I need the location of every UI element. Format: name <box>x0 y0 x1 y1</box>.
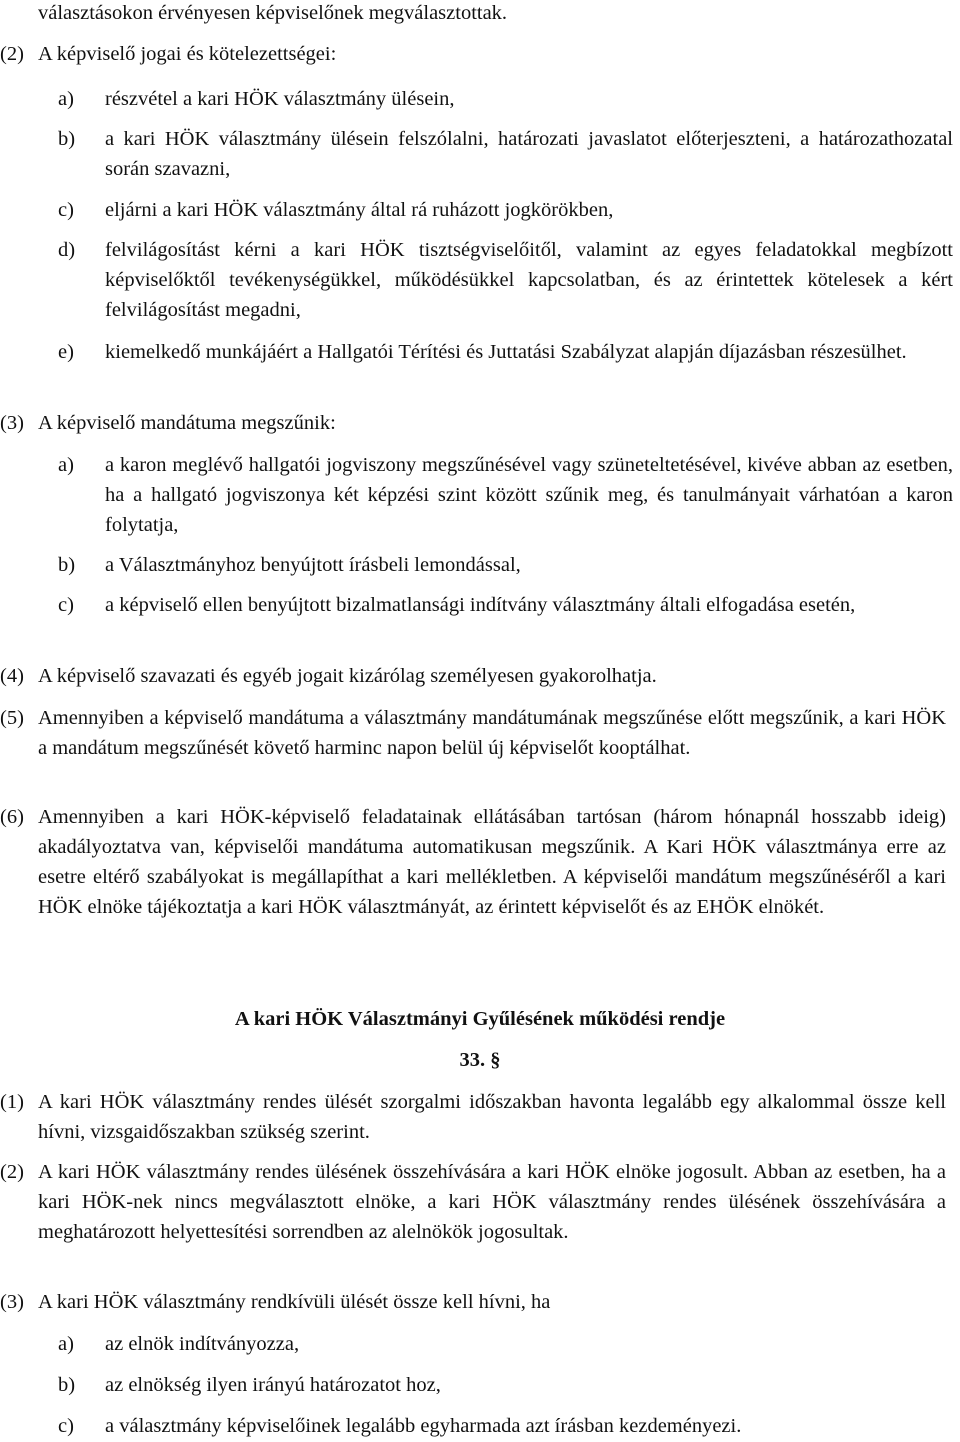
paragraph-number: (4) <box>0 665 24 687</box>
list-item <box>58 195 953 225</box>
list-item <box>58 84 953 114</box>
item-list <box>0 84 960 114</box>
paragraph-text: A képviselő jogai és kötelezettségei: <box>38 43 337 65</box>
item-text: a kari HÖK választmány ülésein felszólalni, határozati javaslatot előterjeszteni, a határozathozatal során szavazni, <box>105 128 953 180</box>
paragraph-text: Amennyiben a képviselő mandátuma a választmány mandátumának megszűnése előtt megszűnik, a kari HÖK a mandátum megszűnését követő harminc napon belül új képviselőt kooptálhat. <box>38 707 946 759</box>
item-text: felvilágosítást kérni a kari HÖK tisztségviselőitől, valamint az egyes feladatokkal megbízott képviselőktől tevékenységükkel, működésükkel kapcsolatban, és az érintettek kötelesek a kért felvilágosítást megadni, <box>105 239 953 321</box>
item-label: a) <box>58 88 74 110</box>
item-label: d) <box>58 239 76 261</box>
item-wrapper <box>0 124 960 184</box>
list-item <box>58 235 953 325</box>
item-label: b) <box>58 128 76 150</box>
item-text: a Választmányhoz benyújtott írásbeli lemondással, <box>105 554 521 576</box>
list-item <box>58 450 953 540</box>
item-label: c) <box>58 1415 74 1437</box>
item-text: eljárni a kari HÖK választmány által rá ruházott jogkörökben, <box>105 199 614 221</box>
s33-paragraph-3 <box>0 1287 953 1317</box>
paragraph-text: A képviselő szavazati és egyéb jogait kizárólag személyesen gyakorolhatja. <box>38 665 657 687</box>
item-text: kiemelkedő munkájáért a Hallgatói Térítési és Juttatási Szabályzat alapján díjazásban részesülhet. <box>105 341 907 363</box>
item-text: az elnök indítványozza, <box>105 1333 300 1355</box>
paragraph-number: (1) <box>0 1091 24 1113</box>
item-wrapper <box>0 1329 960 1359</box>
item-text: az elnökség ilyen irányú határozatot hoz, <box>105 1374 441 1396</box>
continued-text: választásokon érvényesen képviselőnek megválasztottak. <box>38 2 508 24</box>
paragraph-number: (2) <box>0 43 24 65</box>
item-text: a karon meglévő hallgatói jogviszony megszűnésével vagy szüneteltetésével, kivéve abban az esetben, ha a hallgató jogviszonya két képzési szint között szűnik meg, és tanulmányait várhatóan a karon folytatja, <box>105 454 953 536</box>
section-number: 33. § <box>459 1049 501 1071</box>
list-item <box>58 590 953 620</box>
list-item <box>58 124 953 184</box>
paragraph-number: (3) <box>0 412 24 434</box>
item-wrapper <box>0 337 960 367</box>
list-item <box>58 1411 953 1441</box>
item-label: a) <box>58 1333 74 1355</box>
paragraph-text: Amennyiben a kari HÖK-képviselő feladatainak ellátásában tartósan (három hónapnál hosszabb ideig) akadályoztatva van, képviselői mandátuma automatikusan megszűnik. A Kari HÖK választmánya erre az esetre eltérő szabályokat is megállapíthat a kari mellékletben. A képviselői mandátum megszűnéséről a kari HÖK elnöke tájékoztatja a kari HÖK választmányát, az érintett képviselőt és az EHÖK elnökét. <box>38 806 946 918</box>
paragraph-text: A kari HÖK választmány rendes ülését szorgalmi időszakban havonta legalább egy alkalommal össze kell hívni, vizsgaidőszakban szükség szerint. <box>38 1091 946 1143</box>
item-wrapper <box>0 1370 960 1400</box>
item-label: e) <box>58 341 74 363</box>
list-item <box>58 337 953 367</box>
list-item <box>58 1370 953 1400</box>
paragraph-number: (3) <box>0 1291 24 1313</box>
s33-paragraph-2 <box>0 1157 953 1247</box>
item-wrapper <box>0 590 960 620</box>
item-wrapper <box>0 195 960 225</box>
item-label: c) <box>58 594 74 616</box>
paragraph-3 <box>0 408 953 438</box>
paragraph-6 <box>0 802 953 922</box>
paragraph-number: (2) <box>0 1161 24 1183</box>
paragraph-number: (5) <box>0 707 24 729</box>
item-wrapper <box>0 550 960 580</box>
s33-paragraph-1 <box>0 1087 953 1147</box>
paragraph-text: A kari HÖK választmány rendes ülésének összehívására a kari HÖK elnöke jogosult. Abban az esetben, ha a kari HÖK-nek nincs megválasztott elnöke, a kari HÖK választmány rendes ülésének összehívására a meghatározott helyettesítési sorrendben az alelnökök jogosultak. <box>38 1161 946 1243</box>
item-label: a) <box>58 454 74 476</box>
item-text: a képviselő ellen benyújtott bizalmatlansági indítvány választmány általi elfogadása esetén, <box>105 594 856 616</box>
section-heading: A kari HÖK Választmányi Gyűlésének működési rendje <box>234 1008 726 1030</box>
item-label: b) <box>58 1374 76 1396</box>
paragraph-4 <box>0 661 953 691</box>
list-item <box>58 550 953 580</box>
item-wrapper <box>0 450 960 540</box>
paragraph-text: A kari HÖK választmány rendkívüli ülését össze kell hívni, ha <box>38 1291 551 1313</box>
paragraph-text: A képviselő mandátuma megszűnik: <box>38 412 336 434</box>
paragraph-5 <box>0 703 953 763</box>
list-item <box>58 1329 953 1359</box>
item-label: c) <box>58 199 74 221</box>
item-wrapper <box>0 235 960 325</box>
item-label: b) <box>58 554 76 576</box>
item-text: részvétel a kari HÖK választmány ülésein, <box>105 88 455 110</box>
paragraph-2 <box>0 39 953 69</box>
paragraph-number: (6) <box>0 806 24 828</box>
item-text: a választmány képviselőinek legalább egyharmada azt írásban kezdeményezi. <box>105 1415 742 1437</box>
item-wrapper <box>0 1411 960 1441</box>
